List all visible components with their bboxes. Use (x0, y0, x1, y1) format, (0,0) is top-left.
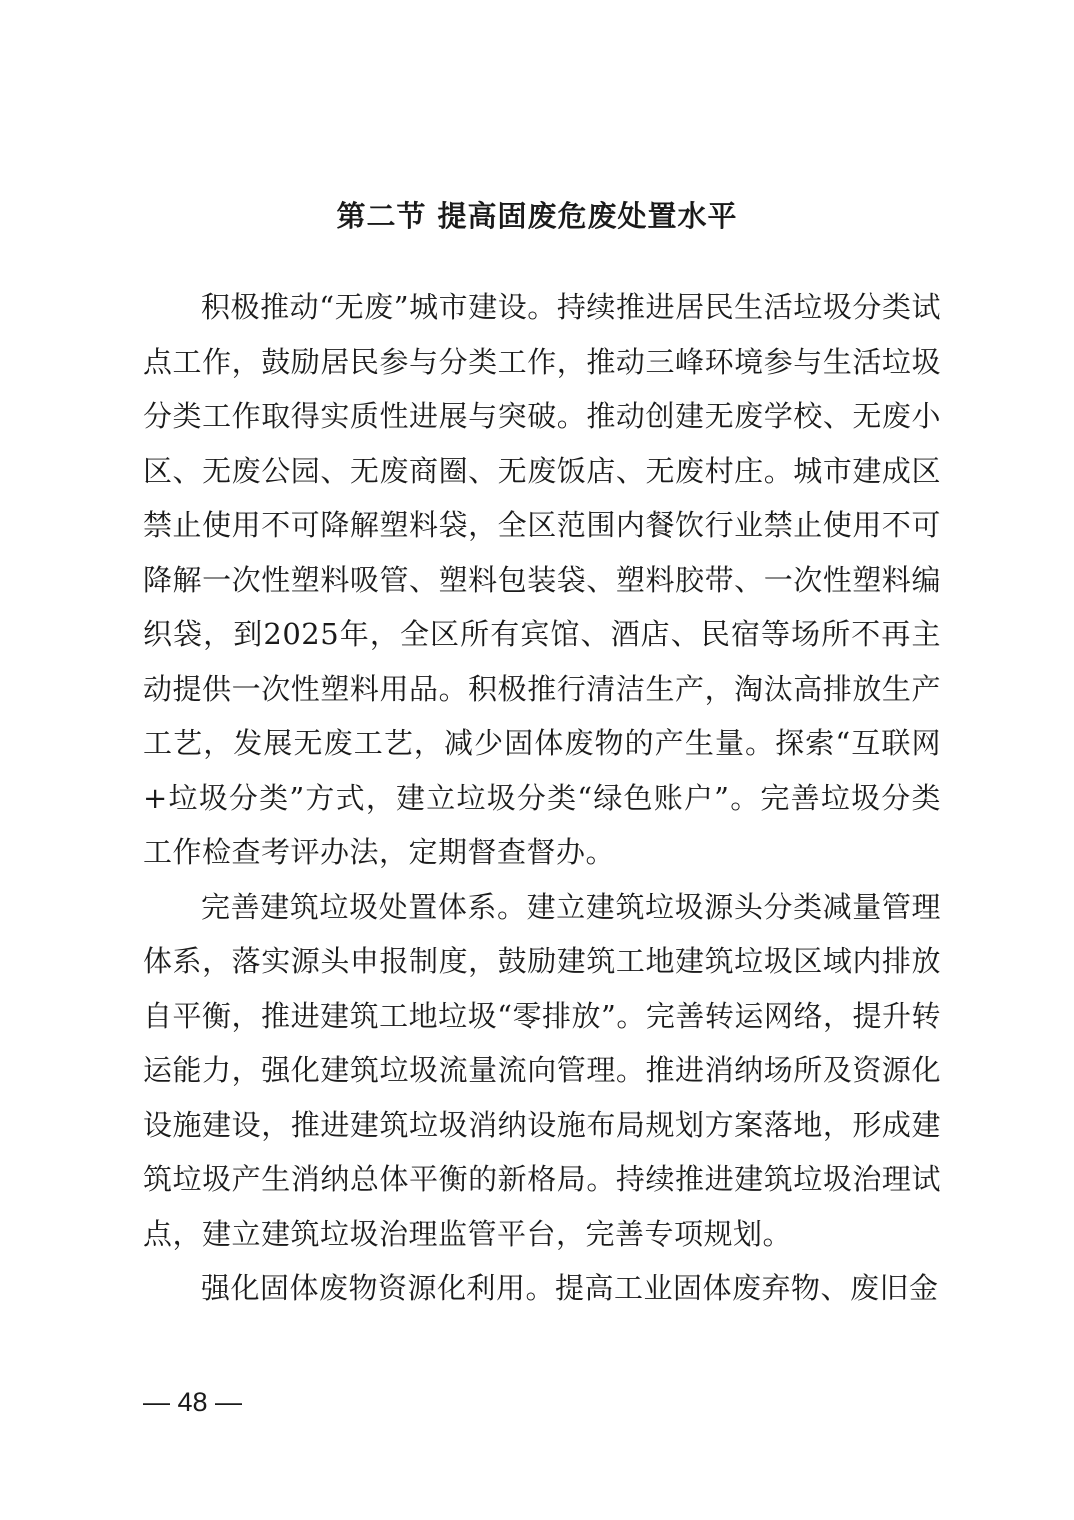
paragraph-solid-waste-reuse: 强化固体废物资源化利用。提高工业固体废弃物、废旧金 (201, 1271, 939, 1305)
page-number: — 48 — (143, 1387, 243, 1417)
paragraph-construction-waste: 完善建筑垃圾处置体系。建立建筑垃圾源头分类减量管理体系，落实源头申报制度，鼓励建筑工地建筑垃圾区域内排放自平衡，推进建筑工地垃圾“零排放”。完善转运网络，提升转运能力，强化建筑垃圾流量流向管理。推进消纳场所及资源化设施建设，推进建筑垃圾消纳设施布局规划方案落地，形成建筑垃圾产生消纳总体平衡的新格局。持续推进建筑垃圾治理试点，建立建筑垃圾治理监管平台，完善专项规划。 (143, 889, 941, 1251)
body-text (143, 280, 941, 1316)
paragraph-waste-free-city: 积极推动“无废”城市建设。持续推进居民生活垃圾分类试点工作，鼓励居民参与分类工作，推动三峰环境参与生活垃圾分类工作取得实质性进展与突破。推动创建无废学校、无废小区、无废公园、无废商圈、无废饭店、无废村庄。城市建成区禁止使用不可降解塑料袋，全区范围内餐饮行业禁止使用不可降解一次性塑料吸管、塑料包装袋、塑料胶带、一次性塑料编织袋，到2025年，全区所有宾馆、酒店、民宿等场所不再主动提供一次性塑料用品。积极推行清洁生产，淘汰高排放生产工艺，发展无废工艺，减少固体废物的产生量。探索“互联网+垃圾分类”方式，建立垃圾分类“绿色账户”。完善垃圾分类工作检查考评办法，定期督查督办。 (143, 290, 941, 869)
section-title: 第二节 提高固废危废处置水平 (336, 199, 738, 233)
